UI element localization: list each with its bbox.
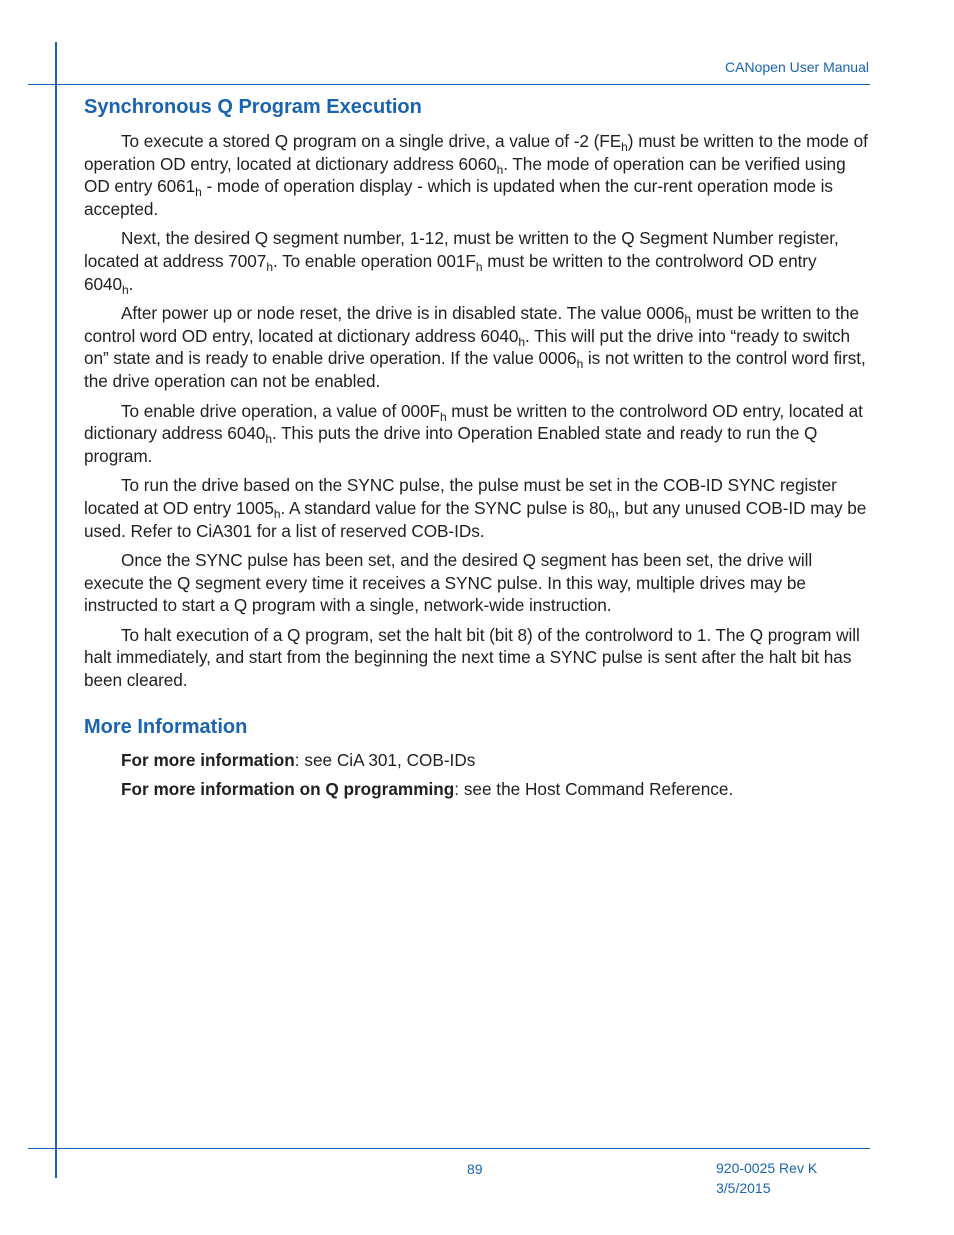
- document-id: [716, 1158, 817, 1198]
- left-margin-rule: [55, 86, 57, 1150]
- running-header-title: CANopen User Manual: [725, 59, 869, 75]
- paragraph: Next, the desired Q segment number, 1-12, must be written to the Q Segment Number register, located at address $7007_h$. To enable operation $001F_h$ must be written to the controlword OD entry $6040_h$.: [84, 228, 839, 297]
- more-info-line: For more information: see CiA 301, COB-IDs: [121, 749, 476, 770]
- left-margin-rule: [55, 42, 57, 86]
- section-body-sync-q: [84, 130, 870, 692]
- section-heading-sync-q: Synchronous Q Program Execution: [84, 96, 422, 118]
- paragraph: After power up or node reset, the drive is in disabled state. The value $0006_h$ must be written to the control word OD entry, located at dictionary address $6040_h$. This will put the drive into “ready to switch on” state and is ready to enable drive operation. If the value $0006_h$ is not written to the control word first, the drive operation can not be enabled.: [84, 303, 866, 391]
- section-heading-more-info: More Information: [84, 715, 248, 738]
- paragraph: To halt execution of a Q program, set the halt bit (bit 8) of the controlword to 1. The Q program will halt immediately, and start from the beginning the next time a SYNC pulse is sent after the halt bit has been cleared.: [84, 624, 860, 691]
- doc-revision: 920-0025 Rev K: [716, 1160, 818, 1176]
- footer-rule: [28, 1148, 870, 1149]
- doc-date: 3/5/2015: [716, 1180, 771, 1196]
- paragraph: To enable drive operation, a value of $000F_h$ must be written to the controlword OD entry, located at dictionary address $6040_h$. This puts the drive into Operation Enabled state and ready to run the Q program.: [84, 400, 863, 466]
- page-body: [84, 92, 870, 801]
- paragraph: Once the SYNC pulse has been set, and the desired Q segment has been set, the drive will execute the Q segment every time it receives a SYNC pulse. In this way, multiple drives may be instructed to start a Q program with a single, network-wide instruction.: [84, 550, 813, 616]
- more-info-line: For more information on Q programming: see the Host Command Reference.: [121, 779, 734, 800]
- paragraph: To execute a stored Q program on a single drive, a value of -2 $(FE_h)$ must be written to the mode of operation OD entry, located at dictionary address $6060_h$. The mode of operation can be verified using OD entry $6061_h$ - mode of operation display - which is updated when the cur-rent operation mode is accepted.: [84, 131, 868, 219]
- header-rule: [28, 84, 870, 85]
- paragraph: To run the drive based on the SYNC pulse, the pulse must be set in the COB-ID SYNC register located at OD entry $1005_h$. A standard value for the SYNC pulse is $80_h$, but any unused COB-ID may be used. Refer to CiA301 for a list of reserved COB-IDs.: [84, 475, 867, 541]
- left-margin-rule: [55, 1148, 57, 1178]
- page-number: 89: [467, 1161, 483, 1177]
